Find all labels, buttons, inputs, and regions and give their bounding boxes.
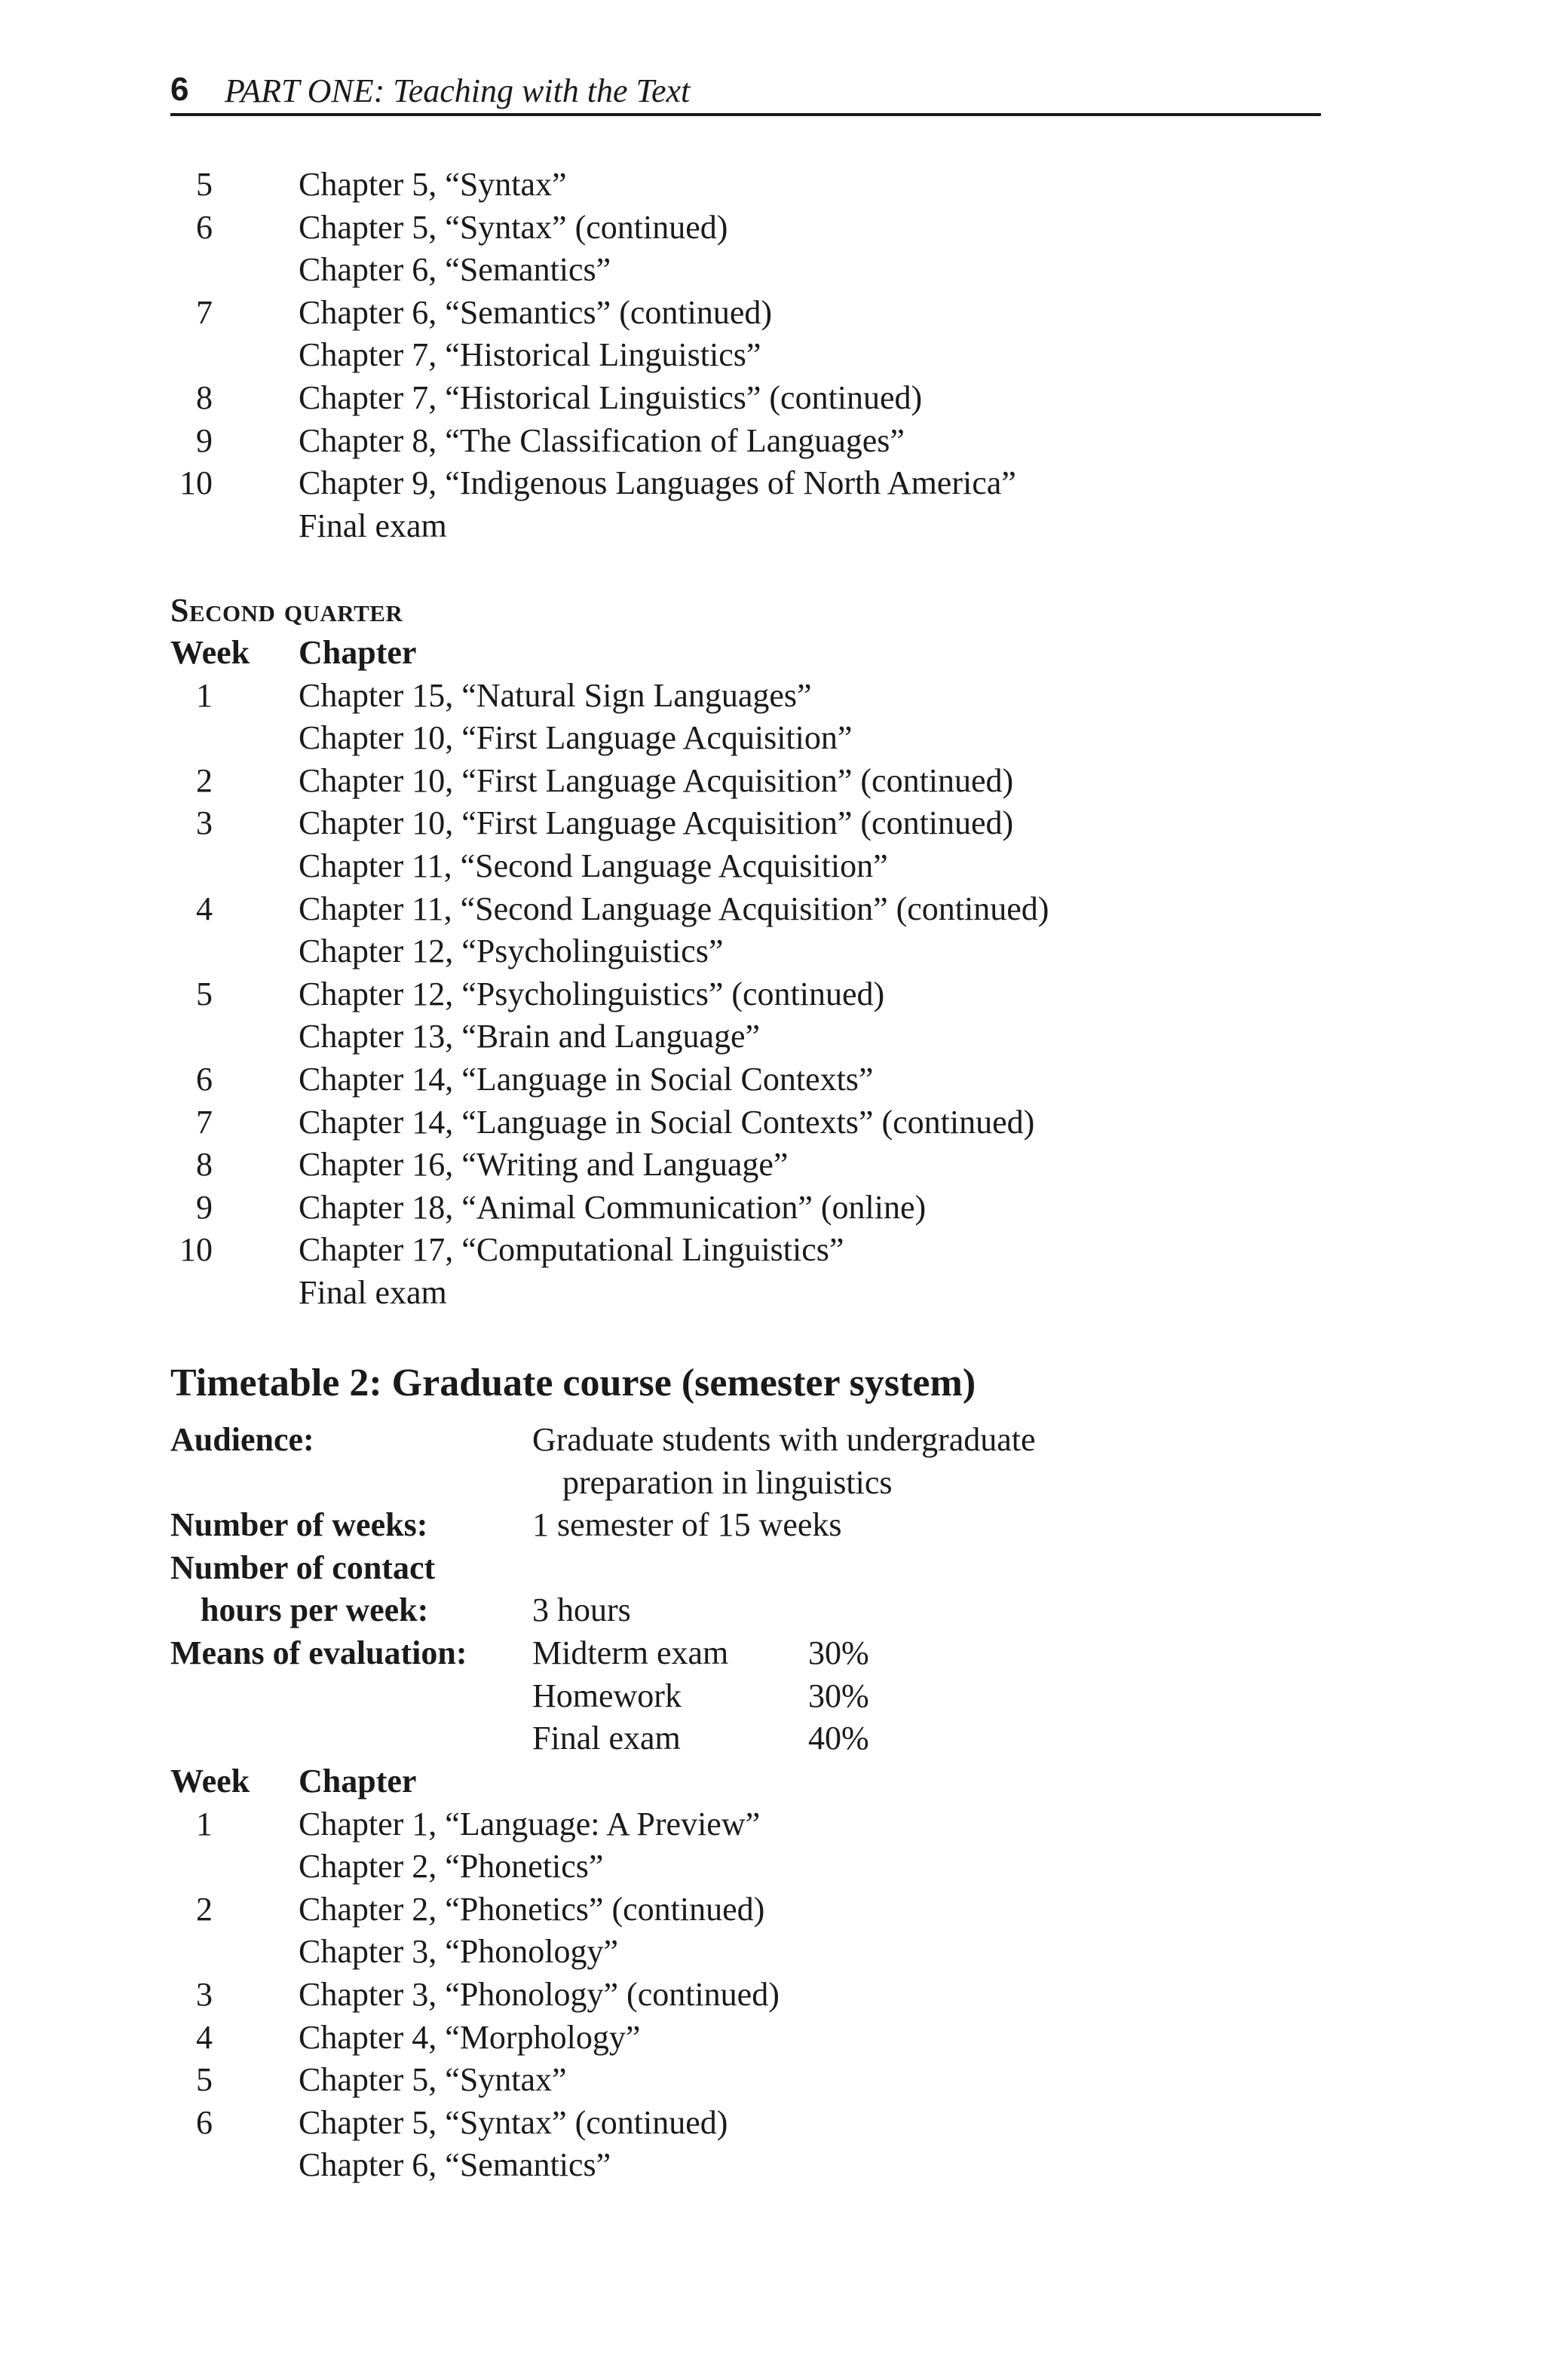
chapter-entry: Chapter 6, “Semantics” (continued): [299, 293, 773, 331]
week-column-header: Week: [170, 1763, 250, 1800]
chapter-column-header: Chapter: [299, 1763, 417, 1800]
evaluation-percent: 40%: [808, 1720, 869, 1757]
evaluation-row: [170, 1632, 1226, 1675]
audience-value-continued: preparation in linguistics: [562, 1463, 893, 1501]
week-number: 1: [196, 676, 213, 714]
chapter-column-header: Chapter: [299, 634, 417, 671]
chapter-entry: Chapter 7, “Historical Linguistics”: [299, 336, 761, 374]
week-number: 3: [196, 1975, 213, 2013]
chapter-entry: Chapter 2, “Phonetics” (continued): [299, 1890, 765, 1928]
chapter-entry: Chapter 17, “Computational Linguistics”: [299, 1231, 844, 1269]
week-number: 8: [196, 1146, 213, 1184]
chapter-entry: Chapter 3, “Phonology”: [299, 1933, 619, 1971]
chapter-entry: Chapter 15, “Natural Sign Languages”: [299, 676, 812, 714]
chapter-entry: Chapter 14, “Language in Social Contexts”: [299, 1060, 874, 1098]
week-number: 7: [196, 1103, 213, 1141]
week-number: 5: [196, 975, 213, 1012]
chapter-entry: Chapter 3, “Phonology” (continued): [299, 1975, 780, 2013]
timetable-2-title: Timetable 2: Graduate course (semester system): [170, 1362, 976, 1404]
running-title: PART ONE: Teaching with the Text: [225, 72, 691, 109]
chapter-entry: Final exam: [299, 1273, 447, 1311]
contact-hours-label-continued: hours per week:: [201, 1591, 429, 1629]
evaluation-row: [170, 1675, 1226, 1718]
week-number: 6: [196, 2103, 213, 2141]
chapter-entry: Chapter 5, “Syntax” (continued): [299, 208, 728, 246]
evaluation-item: Midterm exam: [532, 1634, 729, 1671]
chapter-entry: Chapter 16, “Writing and Language”: [299, 1146, 789, 1184]
week-number: 5: [196, 2061, 213, 2099]
week-number: 2: [196, 761, 213, 799]
audience-row: [170, 1419, 1226, 1462]
chapter-entry: Chapter 5, “Syntax” (continued): [299, 2103, 728, 2141]
chapter-entry: Final exam: [299, 507, 447, 544]
week-number: 4: [196, 2018, 213, 2056]
chapter-entry: Chapter 14, “Language in Social Contexts” (continued): [299, 1103, 1035, 1141]
evaluation-row: [170, 1717, 1226, 1760]
chapter-entry: Chapter 10, “First Language Acquisition” (continued): [299, 804, 1014, 842]
chapter-entry: Chapter 12, “Psycholinguistics”: [299, 933, 724, 970]
chapter-entry: Chapter 8, “The Classification of Languages”: [299, 421, 905, 459]
chapter-entry: Chapter 2, “Phonetics”: [299, 1848, 604, 1885]
chapter-entry: Chapter 5, “Syntax”: [299, 2061, 567, 2099]
chapter-entry: Chapter 4, “Morphology”: [299, 2018, 641, 2056]
week-number: 10: [179, 464, 213, 502]
section-heading-second-quarter: Second quarter: [170, 592, 403, 629]
evaluation-percent: 30%: [808, 1634, 869, 1671]
header-rule: [170, 113, 1321, 116]
audience-value: Graduate students with undergraduate: [532, 1421, 1036, 1458]
evaluation-item: Homework: [532, 1677, 682, 1714]
week-column-header: Week: [170, 634, 250, 671]
page-number: 6: [170, 71, 189, 108]
chapter-entry: Chapter 9, “Indigenous Languages of North America”: [299, 464, 1016, 502]
weeks-row: [170, 1504, 1226, 1547]
week-number: 6: [196, 1060, 213, 1098]
week-number: 7: [196, 293, 213, 331]
chapter-entry: Chapter 1, “Language: A Preview”: [299, 1805, 761, 1842]
chapter-entry: Chapter 11, “Second Language Acquisition” (continued): [299, 890, 1049, 927]
evaluation-label: Means of evaluation:: [170, 1634, 467, 1671]
week-number: 5: [196, 166, 213, 203]
weeks-value: 1 semester of 15 weeks: [532, 1506, 842, 1544]
week-number: 10: [179, 1231, 213, 1269]
chapter-entry: Chapter 6, “Semantics”: [299, 251, 611, 289]
chapter-entry: Chapter 6, “Semantics”: [299, 2146, 611, 2184]
chapter-entry: Chapter 13, “Brain and Language”: [299, 1018, 761, 1055]
running-header: [170, 66, 1321, 113]
weeks-label: Number of weeks:: [170, 1506, 428, 1544]
contact-hours-row-continued: [170, 1589, 1226, 1632]
chapter-entry: Chapter 12, “Psycholinguistics” (continued): [299, 975, 885, 1012]
week-number: 6: [196, 208, 213, 246]
contact-hours-row: [170, 1547, 1226, 1590]
week-number: 9: [196, 421, 213, 459]
course-info: [170, 1419, 1226, 1760]
chapter-entry: Chapter 18, “Animal Communication” (online): [299, 1188, 927, 1226]
evaluation-item: Final exam: [532, 1720, 681, 1757]
contact-hours-label: Number of contact: [170, 1548, 436, 1586]
week-number: 4: [196, 890, 213, 927]
evaluation-percent: 30%: [808, 1677, 869, 1714]
chapter-entry: Chapter 11, “Second Language Acquisition”: [299, 847, 888, 884]
chapter-entry: Chapter 10, “First Language Acquisition”: [299, 719, 853, 757]
week-number: 3: [196, 804, 213, 842]
week-number: 8: [196, 378, 213, 416]
chapter-entry: Chapter 7, “Historical Linguistics” (continued): [299, 378, 923, 416]
chapter-entry: Chapter 5, “Syntax”: [299, 166, 567, 203]
audience-row-continued: [170, 1462, 1226, 1505]
audience-label: Audience:: [170, 1421, 314, 1458]
contact-hours-value: 3 hours: [532, 1591, 631, 1629]
week-number: 9: [196, 1188, 213, 1226]
week-number: 1: [196, 1805, 213, 1842]
chapter-entry: Chapter 10, “First Language Acquisition” (continued): [299, 761, 1014, 799]
week-number: 2: [196, 1890, 213, 1928]
